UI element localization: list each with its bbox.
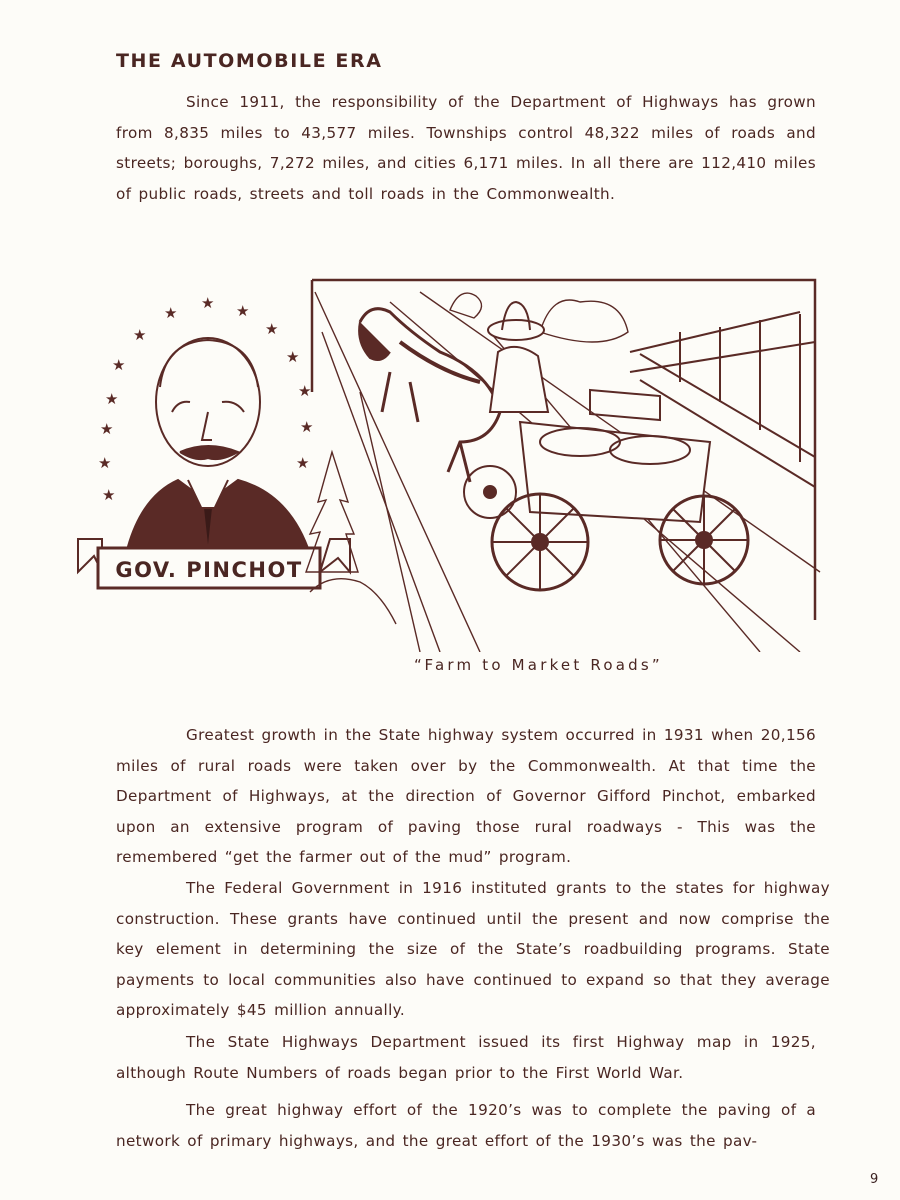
svg-text:★: ★ [100, 420, 114, 438]
paragraph-mileage-growth: Since 1911, the responsibility of the Department of Highways has grown from 8,835 miles to 43,577 miles. Townships control 48,322 miles of roads and streets; boroughs, 7,272 miles, and cities 6,171 miles. In all there are 112,410 miles of public roads, streets and toll roads in the Commonwealth. [116, 93, 816, 203]
paragraph-highway-map: The State Highways Department issued its first Highway map in 1925, although Route Numbers of roads began prior to the First World War. [116, 1033, 816, 1082]
svg-text:★: ★ [296, 454, 310, 472]
farmer [488, 302, 548, 412]
svg-text:★: ★ [164, 304, 178, 322]
governor-portrait [98, 294, 313, 554]
svg-text:★: ★ [265, 320, 279, 338]
svg-text:★: ★ [236, 302, 250, 320]
svg-text:★: ★ [201, 294, 215, 312]
governor-name-label: GOV. PINCHOT [115, 558, 303, 582]
svg-text:★: ★ [105, 390, 119, 408]
page-title: THE AUTOMOBILE ERA [116, 50, 383, 72]
page-number: 9 [870, 1172, 879, 1187]
paragraph-1920s-effort: The great highway effort of the 1920’s was to complete the paving of a network of primary highways, and the great effort of the 1930’s was the pav- [116, 1101, 816, 1150]
farm-to-market-illustration [60, 272, 830, 652]
svg-text:★: ★ [102, 486, 116, 504]
svg-text:★: ★ [133, 326, 147, 344]
illustration-caption: “Farm to Market Roads” [414, 656, 663, 674]
svg-text:★: ★ [286, 348, 300, 366]
paragraph-1931-growth: Greatest growth in the State highway system occurred in 1931 when 20,156 miles of rural roads were taken over by the Commonwealth. At that time the Department of Highways, at the direction of Governor Gifford Pinchot, embarked upon an extensive program of paving those rural roadways - This was the remembered “get the farmer out of the mud” program. [116, 726, 816, 866]
paragraph-federal-grants: The Federal Government in 1916 instituted grants to the states for highway construction. These grants have continued until the present and now comprise the key element in determining the size of the State’s roadbuilding programs. State payments to local communities also have continued to expand so that they average approximately $45 million annually. [116, 879, 830, 1019]
horse [359, 309, 500, 482]
svg-text:★: ★ [98, 454, 112, 472]
svg-text:★: ★ [112, 356, 126, 374]
svg-text:★: ★ [300, 418, 314, 436]
svg-text:★: ★ [298, 382, 312, 400]
